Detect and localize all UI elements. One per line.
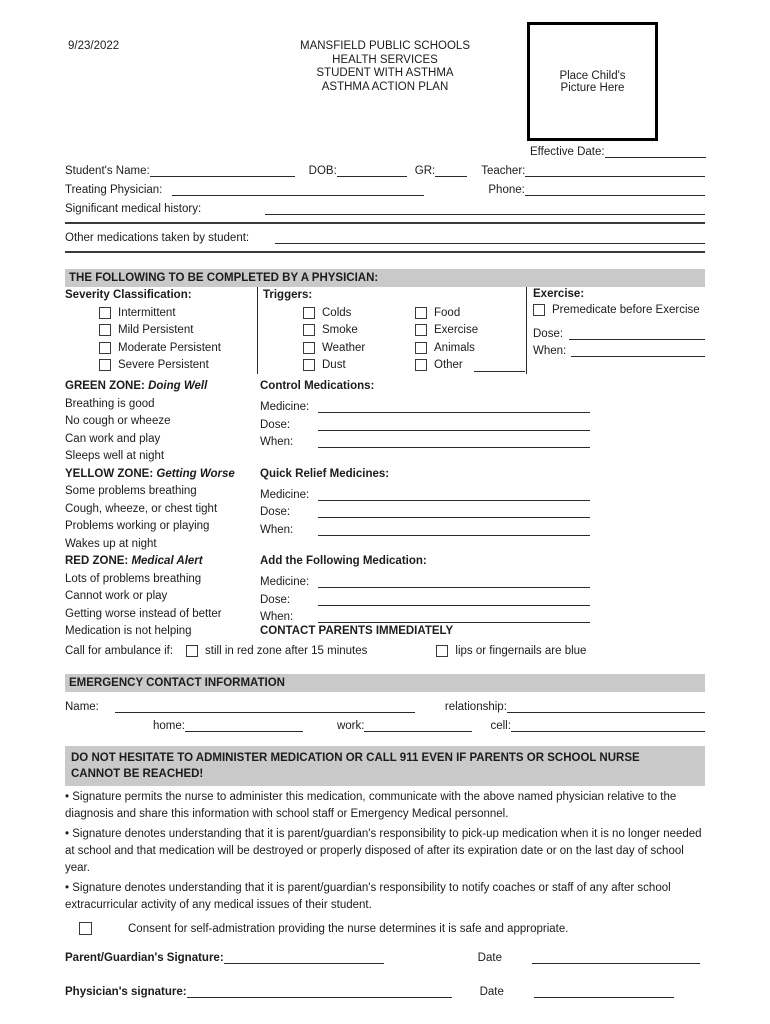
checkbox-severe-persistent[interactable]: [99, 359, 111, 371]
trigger-option: [303, 339, 415, 357]
emergency-name-field[interactable]: [115, 699, 415, 713]
gr-label: GR:: [414, 165, 436, 177]
title-line-4: ASTHMA ACTION PLAN: [321, 80, 449, 93]
exercise-title: Exercise:: [533, 288, 585, 300]
cell-label: cell:: [490, 719, 511, 732]
ambulance-label: Call for ambulance if:: [65, 644, 174, 657]
checkbox-premedicate[interactable]: [533, 304, 545, 316]
red-zone-section: [65, 553, 705, 641]
severity-option-label: Moderate Persistent: [118, 341, 221, 354]
severity-option: [99, 304, 257, 322]
phone-field[interactable]: [525, 182, 705, 196]
work-label: work:: [336, 719, 365, 732]
effective-date-label: Effective Date:: [530, 146, 605, 158]
relationship-label: relationship:: [444, 700, 507, 713]
exercise-when-row: [533, 340, 705, 358]
checkbox-mild-persistent[interactable]: [99, 324, 111, 336]
picture-box-label: Place Child's Picture Here: [559, 69, 626, 94]
symptom: Wakes up at night: [65, 537, 157, 550]
green-zone-right: [260, 378, 705, 466]
checkbox-lips-fingernails-blue[interactable]: [436, 645, 448, 657]
trigger-label: Other: [434, 359, 463, 372]
symptom: Can work and play: [65, 432, 161, 445]
triggers-grid: [263, 304, 526, 374]
yellow-medicine-field[interactable]: [318, 487, 590, 501]
parent-signature-label: Parent/Guardian's Signature:: [65, 951, 224, 964]
trigger-option: [415, 304, 525, 322]
consent-row: [79, 920, 705, 938]
red-dose-field[interactable]: [318, 592, 590, 606]
checkbox-moderate-persistent[interactable]: [99, 342, 111, 354]
triggers-title: Triggers:: [263, 289, 313, 301]
exercise-column: [527, 287, 705, 374]
exercise-dose-row: [533, 322, 705, 340]
red-zone-title: [65, 553, 260, 571]
home-label: home:: [153, 719, 185, 732]
yellow-zone-left: [65, 466, 260, 554]
symptom: Problems working or playing: [65, 520, 210, 532]
date-label: Date: [479, 985, 504, 998]
symptom: Medication is not helping: [65, 625, 192, 637]
zone-subtitle: Doing Well: [148, 380, 208, 392]
effective-date-field[interactable]: [605, 144, 706, 158]
triggers-col-2: [415, 304, 525, 374]
trigger-option: [415, 339, 525, 357]
trigger-label: Exercise: [434, 324, 479, 337]
effective-date-row: [530, 144, 706, 158]
parent-signature-row: [65, 950, 705, 964]
zone-name: YELLOW ZONE:: [65, 467, 154, 480]
checkbox-weather[interactable]: [303, 342, 315, 354]
severity-title: Severity Classification:: [65, 289, 192, 301]
parent-signature-field[interactable]: [224, 950, 384, 964]
form-title: [225, 40, 545, 94]
physician-columns: [65, 287, 705, 374]
severity-option: [99, 357, 257, 375]
when-row: [260, 606, 705, 624]
green-dose-field[interactable]: [318, 417, 590, 431]
dose-label: Dose:: [260, 593, 291, 606]
title-line-3: STUDENT WITH ASTHMA: [316, 67, 454, 79]
emergency-phones-row: [65, 718, 705, 732]
checkbox-self-administration-consent[interactable]: [79, 922, 92, 935]
symptom: Getting worse instead of better: [65, 607, 222, 620]
teacher-field[interactable]: [525, 163, 705, 177]
dose-row: [260, 413, 705, 431]
yellow-dose-field[interactable]: [318, 504, 590, 518]
dose-label: Dose:: [260, 418, 291, 431]
checkbox-colds[interactable]: [303, 307, 315, 319]
zone-name: GREEN ZONE:: [65, 380, 145, 392]
parent-date-field[interactable]: [532, 950, 700, 964]
dose-label: Dose:: [260, 506, 291, 518]
dob-field[interactable]: [337, 163, 407, 177]
child-picture-box: [527, 22, 658, 141]
trigger-label: Dust: [322, 359, 346, 372]
gr-field[interactable]: [435, 163, 467, 177]
severity-option-label: Intermittent: [118, 306, 176, 319]
form-body: [65, 163, 705, 998]
teacher-label: Teacher:: [481, 165, 526, 177]
zone-name: RED ZONE:: [65, 555, 129, 567]
emergency-name-label: Name:: [65, 700, 99, 713]
medical-history-row: [65, 201, 705, 215]
checkbox-smoke[interactable]: [303, 324, 315, 336]
yellow-zone-right: [260, 466, 705, 554]
trigger-option: [303, 322, 415, 340]
divider: [65, 251, 705, 253]
other-meds-label: Other medications taken by student:: [65, 232, 250, 244]
when-row: [260, 518, 705, 536]
when-label: When:: [260, 436, 294, 448]
relationship-field[interactable]: [507, 699, 705, 713]
add-medication-title: Add the Following Medication:: [260, 555, 427, 567]
home-phone-field[interactable]: [185, 718, 303, 732]
medicine-row: [260, 483, 705, 501]
premedicate-label: Premedicate before Exercise: [552, 304, 700, 316]
physician-signature-row: [65, 984, 705, 998]
checkbox-food[interactable]: [415, 307, 427, 319]
title-line-2: HEALTH SERVICES: [332, 53, 438, 66]
checkbox-other-trigger[interactable]: [415, 359, 427, 371]
dose-row: [260, 588, 705, 606]
trigger-option: [415, 322, 525, 340]
print-date: 9/23/2022: [68, 40, 120, 52]
treating-physician-field[interactable]: [172, 182, 424, 196]
yellow-when-field[interactable]: [318, 522, 590, 536]
symptom: No cough or wheeze: [65, 415, 171, 427]
when-label: When:: [260, 523, 294, 536]
medicine-label: Medicine:: [260, 488, 310, 501]
emergency-contact-header: EMERGENCY CONTACT INFORMATION: [65, 674, 705, 692]
medicine-row: [260, 571, 705, 589]
zone-subtitle: Medical Alert: [131, 555, 203, 567]
other-meds-field[interactable]: [275, 230, 705, 244]
physician-signature-field[interactable]: [187, 984, 452, 998]
when-label: When:: [260, 611, 294, 623]
ambulance-option-label: lips or fingernails are blue: [455, 644, 587, 657]
signature-bullet: • Signature denotes understanding that it is parent/guardian's responsibility to notify coaches or staff of any after school extracurricular activity of any medical issues of their student.: [65, 880, 705, 914]
medicine-row: [260, 396, 705, 414]
symptom: Sleeps well at night: [65, 450, 165, 462]
trigger-label: Weather: [322, 341, 366, 354]
checkbox-exercise-trigger[interactable]: [415, 324, 427, 336]
red-medicine-field[interactable]: [318, 574, 590, 588]
green-zone-title: [65, 378, 260, 396]
physician-section-header: THE FOLLOWING TO BE COMPLETED BY A PHYSICIAN:: [65, 269, 705, 287]
other-trigger-field[interactable]: [474, 358, 525, 372]
consent-label: Consent for self-admistration providing the nurse determines it is safe and appropriate.: [128, 922, 569, 935]
signature-bullet: • Signature denotes understanding that it is parent/guardian's responsibility to pick-up medication when it is no longer needed at school and that medication will be destroyed or properly disposed of after its expiration date or on the last day of school year.: [65, 826, 705, 877]
exercise-when-label: When:: [533, 345, 567, 357]
severity-option: [99, 339, 257, 357]
symptom: Cannot work or play: [65, 590, 168, 602]
physician-row: [65, 182, 705, 196]
trigger-label: Food: [434, 306, 461, 319]
triggers-column: [257, 287, 527, 374]
signature-bullet: • Signature permits the nurse to administer this medication, communicate with the above named physician relative to the diagnosis and share this information with school staff or Emergency Medical personnel.: [65, 789, 705, 823]
do-not-hesitate-header: DO NOT HESITATE TO ADMINISTER MEDICATION OR CALL 911 EVEN IF PARENTS OR SCHOOL NURSE CANNOT BE REACHED!: [65, 746, 705, 786]
exercise-dose-field[interactable]: [569, 326, 705, 340]
student-name-label: Student's Name:: [65, 165, 150, 177]
trigger-option: [415, 357, 525, 375]
phone-label: Phone:: [488, 184, 525, 196]
dob-label: DOB:: [308, 165, 337, 177]
control-medications-title: Control Medications:: [260, 380, 375, 392]
physician-date-field[interactable]: [534, 984, 674, 998]
medicine-label: Medicine:: [260, 576, 310, 588]
symptom: Breathing is good: [65, 397, 155, 410]
medical-history-field[interactable]: [265, 201, 705, 215]
when-row: [260, 431, 705, 449]
premedicate-option: [533, 302, 705, 318]
severity-column: [65, 287, 257, 374]
symptom: Cough, wheeze, or chest tight: [65, 502, 218, 515]
zone-subtitle: Getting Worse: [156, 467, 235, 480]
trigger-option: [303, 357, 415, 375]
green-zone-left: [65, 378, 260, 466]
ambulance-row: [65, 642, 705, 660]
title-line-1: MANSFIELD PUBLIC SCHOOLS: [300, 40, 470, 52]
exercise-dose-label: Dose:: [533, 327, 564, 340]
symptom: Some problems breathing: [65, 485, 197, 497]
checkbox-dust[interactable]: [303, 359, 315, 371]
trigger-label: Animals: [434, 341, 475, 354]
quick-relief-title: Quick Relief Medicines:: [260, 467, 390, 480]
treating-physician-label: Treating Physician:: [65, 184, 163, 196]
student-name-field[interactable]: [150, 163, 295, 177]
ambulance-option-label: still in red zone after 15 minutes: [205, 644, 368, 657]
severity-option-label: Severe Persistent: [118, 359, 209, 372]
green-when-field[interactable]: [318, 434, 590, 448]
checkbox-intermittent[interactable]: [99, 307, 111, 319]
medicine-label: Medicine:: [260, 401, 310, 413]
cell-phone-field[interactable]: [511, 718, 705, 732]
exercise-when-field[interactable]: [571, 343, 705, 357]
student-name-row: [65, 163, 705, 177]
date-label: Date: [477, 951, 502, 964]
medical-history-label: Significant medical history:: [65, 203, 202, 215]
dose-row: [260, 501, 705, 519]
yellow-zone-section: [65, 466, 705, 554]
red-zone-left: [65, 553, 260, 641]
divider: [65, 222, 705, 224]
red-zone-right: [260, 553, 705, 641]
trigger-label: Colds: [322, 306, 352, 319]
trigger-option: [303, 304, 415, 322]
green-medicine-field[interactable]: [318, 399, 590, 413]
red-when-field[interactable]: [318, 609, 590, 623]
checkbox-red-zone-15-minutes[interactable]: [186, 645, 198, 657]
triggers-col-1: [303, 304, 415, 374]
severity-option-label: Mild Persistent: [118, 324, 194, 337]
severity-option: [99, 322, 257, 340]
yellow-zone-title: [65, 466, 260, 484]
trigger-label: Smoke: [322, 324, 358, 337]
symptom: Lots of problems breathing: [65, 572, 202, 585]
physician-signature-label: Physician's signature:: [65, 985, 187, 998]
contact-parents-warning: CONTACT PARENTS IMMEDIATELY: [260, 625, 454, 637]
checkbox-animals[interactable]: [415, 342, 427, 354]
other-meds-row: [65, 230, 705, 244]
work-phone-field[interactable]: [364, 718, 472, 732]
emergency-name-row: [65, 699, 705, 713]
green-zone-section: [65, 378, 705, 466]
